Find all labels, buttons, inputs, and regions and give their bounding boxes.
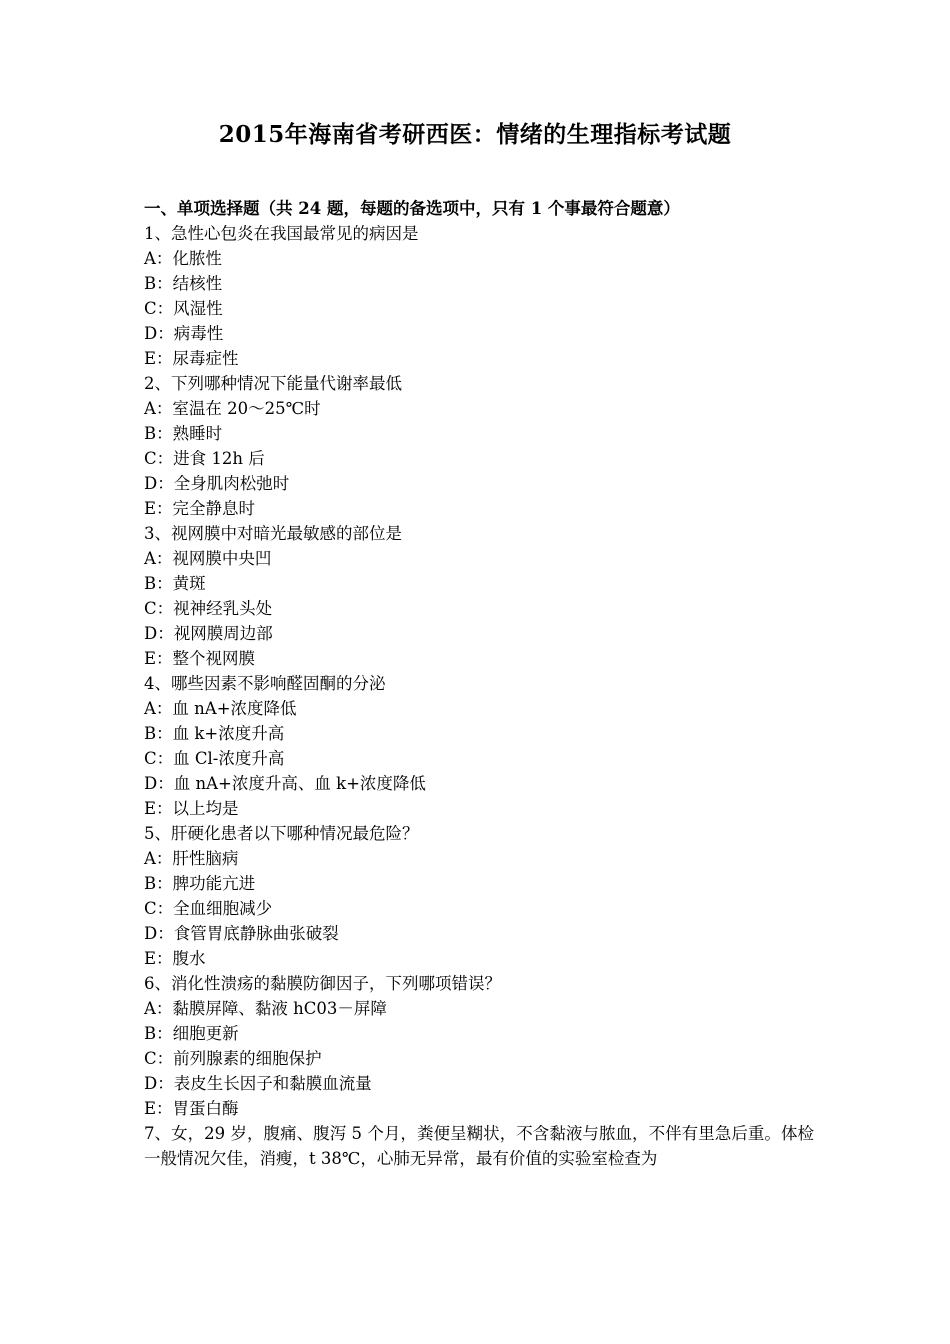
answer-option: C：进食 12h 后 <box>144 449 265 468</box>
answer-option: E：尿毒症性 <box>144 349 239 368</box>
question-stem: 3、视网膜中对暗光最敏感的部位是 <box>144 524 402 543</box>
answer-option: C：风湿性 <box>144 299 223 318</box>
answer-option: E：胃蛋白酶 <box>144 1099 239 1118</box>
question-block <box>144 221 814 371</box>
question-content <box>144 196 814 1171</box>
question-stem: 6、消化性溃疡的黏膜防御因子，下列哪项错误？ <box>144 974 501 993</box>
answer-option: A：肝性脑病 <box>144 849 239 868</box>
answer-option: D：血 nA+浓度升高、血 k+浓度降低 <box>144 774 426 793</box>
answer-option: D：食管胃底静脉曲张破裂 <box>144 924 339 943</box>
question-stem: 5、肝硬化患者以下哪种情况最危险？ <box>144 824 419 843</box>
answer-option: B：黄斑 <box>144 574 206 593</box>
answer-option: B：脾功能亢进 <box>144 874 256 893</box>
question-block <box>144 971 814 1121</box>
answer-option: A：室温在 20～25℃时 <box>144 399 321 418</box>
document-title: 2015年海南省考研西医：情绪的生理指标考试题 <box>218 121 732 148</box>
answer-option: E：整个视网膜 <box>144 649 256 668</box>
answer-option: E：腹水 <box>144 949 206 968</box>
answer-option: C：血 Cl-浓度升高 <box>144 749 285 768</box>
question-stem: 7、女，29 岁，腹痛、腹泻 5 个月，粪便呈糊状，不含黏液与脓血，不伴有里急后重。体检一般情况欠佳，消瘦，t 38℃，心肺无异常，最有价值的实验室检查为 <box>144 1124 814 1168</box>
question-block <box>144 521 814 671</box>
answer-option: B：细胞更新 <box>144 1024 239 1043</box>
answer-option: B：血 k+浓度升高 <box>144 724 285 743</box>
question-block <box>144 371 814 521</box>
question-block <box>144 671 814 821</box>
question-stem: 2、下列哪种情况下能量代谢率最低 <box>144 374 402 393</box>
section-header: 一、单项选择题（共 24 题，每题的备选项中，只有 1 个事最符合题意） <box>144 199 680 218</box>
answer-option: A：黏膜屏障、黏液 hC03－屏障 <box>144 999 387 1018</box>
answer-option: C：前列腺素的细胞保护 <box>144 1049 322 1068</box>
answer-option: C：全血细胞减少 <box>144 899 273 918</box>
answer-option: B：熟睡时 <box>144 424 223 443</box>
question-stem: 1、急性心包炎在我国最常见的病因是 <box>144 224 419 243</box>
question-block <box>144 821 814 971</box>
answer-option: D：病毒性 <box>144 324 224 343</box>
answer-option: A：血 nA+浓度降低 <box>144 699 297 718</box>
question-block <box>144 1121 814 1171</box>
answer-option: D：全身肌肉松弛时 <box>144 474 290 493</box>
answer-option: D：视网膜周边部 <box>144 624 273 643</box>
answer-option: E：以上均是 <box>144 799 239 818</box>
answer-option: C：视神经乳头处 <box>144 599 273 618</box>
answer-option: B：结核性 <box>144 274 223 293</box>
answer-option: E：完全静息时 <box>144 499 256 518</box>
answer-option: A：化脓性 <box>144 249 222 268</box>
answer-option: A：视网膜中央凹 <box>144 549 272 568</box>
question-stem: 4、哪些因素不影响醛固酮的分泌 <box>144 674 386 693</box>
answer-option: D：表皮生长因子和黏膜血流量 <box>144 1074 372 1093</box>
